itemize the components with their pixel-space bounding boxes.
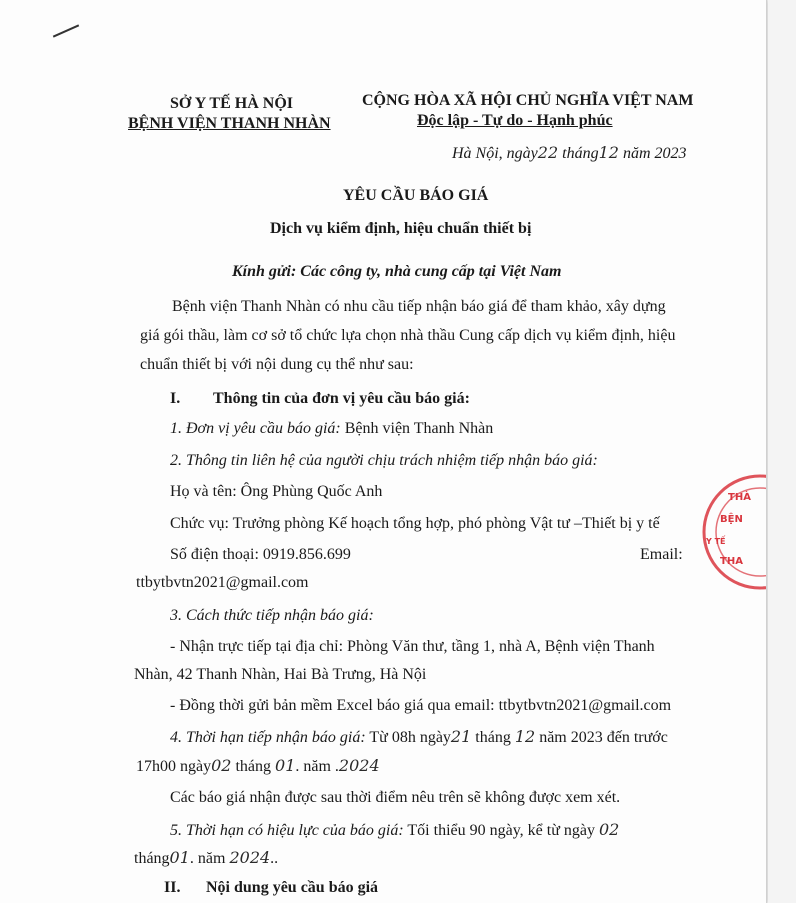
contact-name: Họ và tên: Ông Phùng Quốc Anh [170,483,383,500]
contact-phone: Số điện thoại: 0919.856.699 [170,546,351,563]
note: Các báo giá nhận được sau thời điểm nêu trên sẽ không được xem xét. [170,789,621,806]
svg-text:THA: THA [720,556,743,567]
section2-title: Nội dung yêu cầu báo giá [206,879,379,896]
header-right-line2: Độc lập - Tự do - Hạnh phúc [417,112,613,129]
date-month: 12 [598,143,619,162]
item2-label: 2. Thông tin liên hệ của người chịu trách nhiệm tiếp nhận báo giá: [170,452,598,469]
svg-text:Y TẾ: Y TẾ [706,537,726,546]
document-title: YÊU CẦU BÁO GIÁ [343,187,489,204]
section1-number: I. [170,390,181,407]
contact-email: ttbytbvtn2021@gmail.com [136,574,309,591]
item4-line-1: 4. Thời hạn tiếp nhận báo giá: Từ 08h ngày21 tháng 12 năm 2023 đến trước [170,727,668,746]
date-day: 22 [537,143,559,162]
item5-line-2: tháng01. năm 2024.. [134,848,279,867]
svg-text:BỆN: BỆN [720,514,743,525]
pen-mark [53,24,79,37]
addressee: Kính gửi: Các công ty, nhà cung cấp tại Việt Nam [232,263,562,280]
viewer-scroll-area[interactable] [768,0,796,903]
svg-text:THÀ: THÀ [728,492,751,503]
intro-line-1: Bệnh viện Thanh Nhàn có nhu cầu tiếp nhận báo giá để tham khảo, xây dựng [172,298,666,315]
header-left-line2: BỆNH VIỆN THANH NHÀN [128,115,331,132]
receive-line-2: Nhàn, 42 Thanh Nhàn, Hai Bà Trưng, Hà Nội [134,666,427,683]
receive-line-3: - Đồng thời gửi bản mềm Excel báo giá qua email: ttbytbvtn2021@gmail.com [170,697,672,714]
item1: 1. Đơn vị yêu cầu báo giá: Bệnh viện Thanh Nhàn [170,420,494,437]
header-right-line1: CỘNG HÒA XÃ HỘI CHỦ NGHĨA VIỆT NAM [362,92,694,109]
receive-line-1: - Nhận trực tiếp tại địa chỉ: Phòng Văn thư, tầng 1, nhà A, Bệnh viện Thanh [170,638,655,655]
intro-line-2: giá gói thầu, làm cơ sở tổ chức lựa chọn nhà thầu Cung cấp dịch vụ kiểm định, hiệu [140,327,676,344]
item3-label: 3. Cách thức tiếp nhận báo giá: [170,607,374,624]
header-left-line1: SỞ Y TẾ HÀ NỘI [170,95,293,112]
date-line: Hà Nội, ngày22 tháng12 năm 2023 [452,143,687,162]
contact-email-label: Email: [640,546,683,563]
item5-line-1: 5. Thời hạn có hiệu lực của báo giá: Tối thiểu 90 ngày, kể từ ngày 02 [170,820,620,839]
intro-line-3: chuẩn thiết bị với nội dung cụ thể như sau: [140,356,414,373]
section1-title: Thông tin của đơn vị yêu cầu báo giá: [213,390,470,407]
section2-number: II. [164,879,181,896]
document-subtitle: Dịch vụ kiểm định, hiệu chuẩn thiết bị [270,220,532,237]
hospital-stamp [698,464,767,594]
contact-position: Chức vụ: Trưởng phòng Kế hoạch tổng hợp, phó phòng Vật tư –Thiết bị y tế [170,515,660,532]
item4-line-2: 17h00 ngày02 tháng 01. năm .2024 [136,756,380,775]
